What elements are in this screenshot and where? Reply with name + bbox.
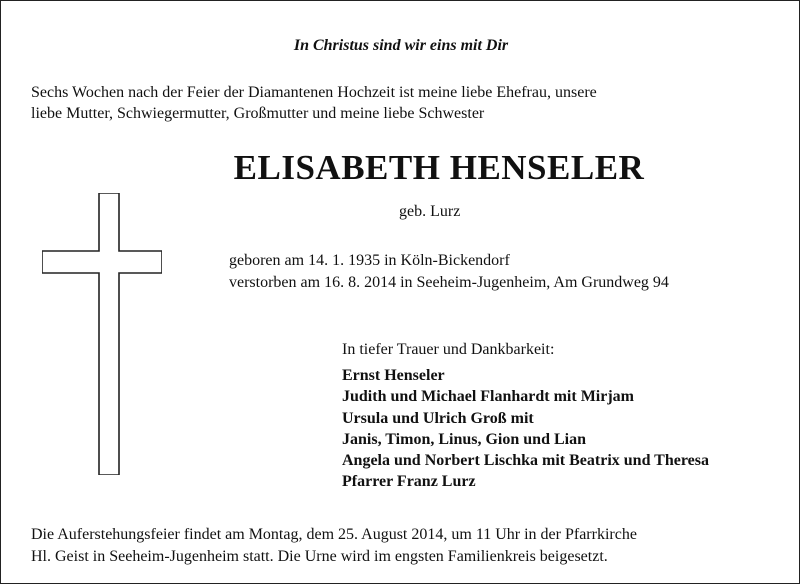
birth-date: geboren am 14. 1. 1935 in Köln-Bickendorf (229, 252, 510, 269)
intro-text (31, 82, 772, 124)
maiden-name: geb. Lurz (399, 203, 461, 220)
list-item: Ursula und Ulrich Groß mit (342, 409, 534, 427)
list-item: Ernst Henseler (342, 367, 445, 384)
intro-line-1: Sechs Wochen nach der Feier der Diamantenen Hochzeit ist meine liebe Ehefrau, unsere (31, 84, 597, 101)
list-item: Janis, Timon, Linus, Gion und Lian (342, 430, 586, 448)
ceremony-line-1: Die Auferstehungsfeier findet am Montag, dem 25. August 2014, um 11 Uhr in der Pfarrkirche (31, 526, 637, 543)
list-item: Pfarrer Franz Lurz (342, 473, 476, 491)
cross-icon (42, 193, 162, 475)
list-item: Angela und Norbert Lischka mit Beatrix und Theresa (342, 452, 709, 470)
life-dates (229, 250, 669, 294)
mourners-list (342, 365, 709, 493)
list-item: Judith und Michael Flanhardt mit Mirjam (342, 388, 635, 406)
death-date: verstorben am 16. 8. 2014 in Seeheim-Jugenheim, Am Grundweg 94 (229, 274, 669, 291)
mourning-intro: In tiefer Trauer und Dankbarkeit: (342, 341, 555, 358)
intro-line-2: liebe Mutter, Schwiegermutter, Großmutter und meine liebe Schwester (31, 105, 485, 122)
motto: In Christus sind wir eins mit Dir (293, 37, 509, 54)
ceremony-info (31, 524, 772, 568)
ceremony-line-2: Hl. Geist in Seeheim-Jugenheim statt. Die Urne wird im engsten Familienkreis beigesetzt. (31, 548, 608, 565)
deceased-name: ELISABETH HENSELER (233, 148, 645, 187)
